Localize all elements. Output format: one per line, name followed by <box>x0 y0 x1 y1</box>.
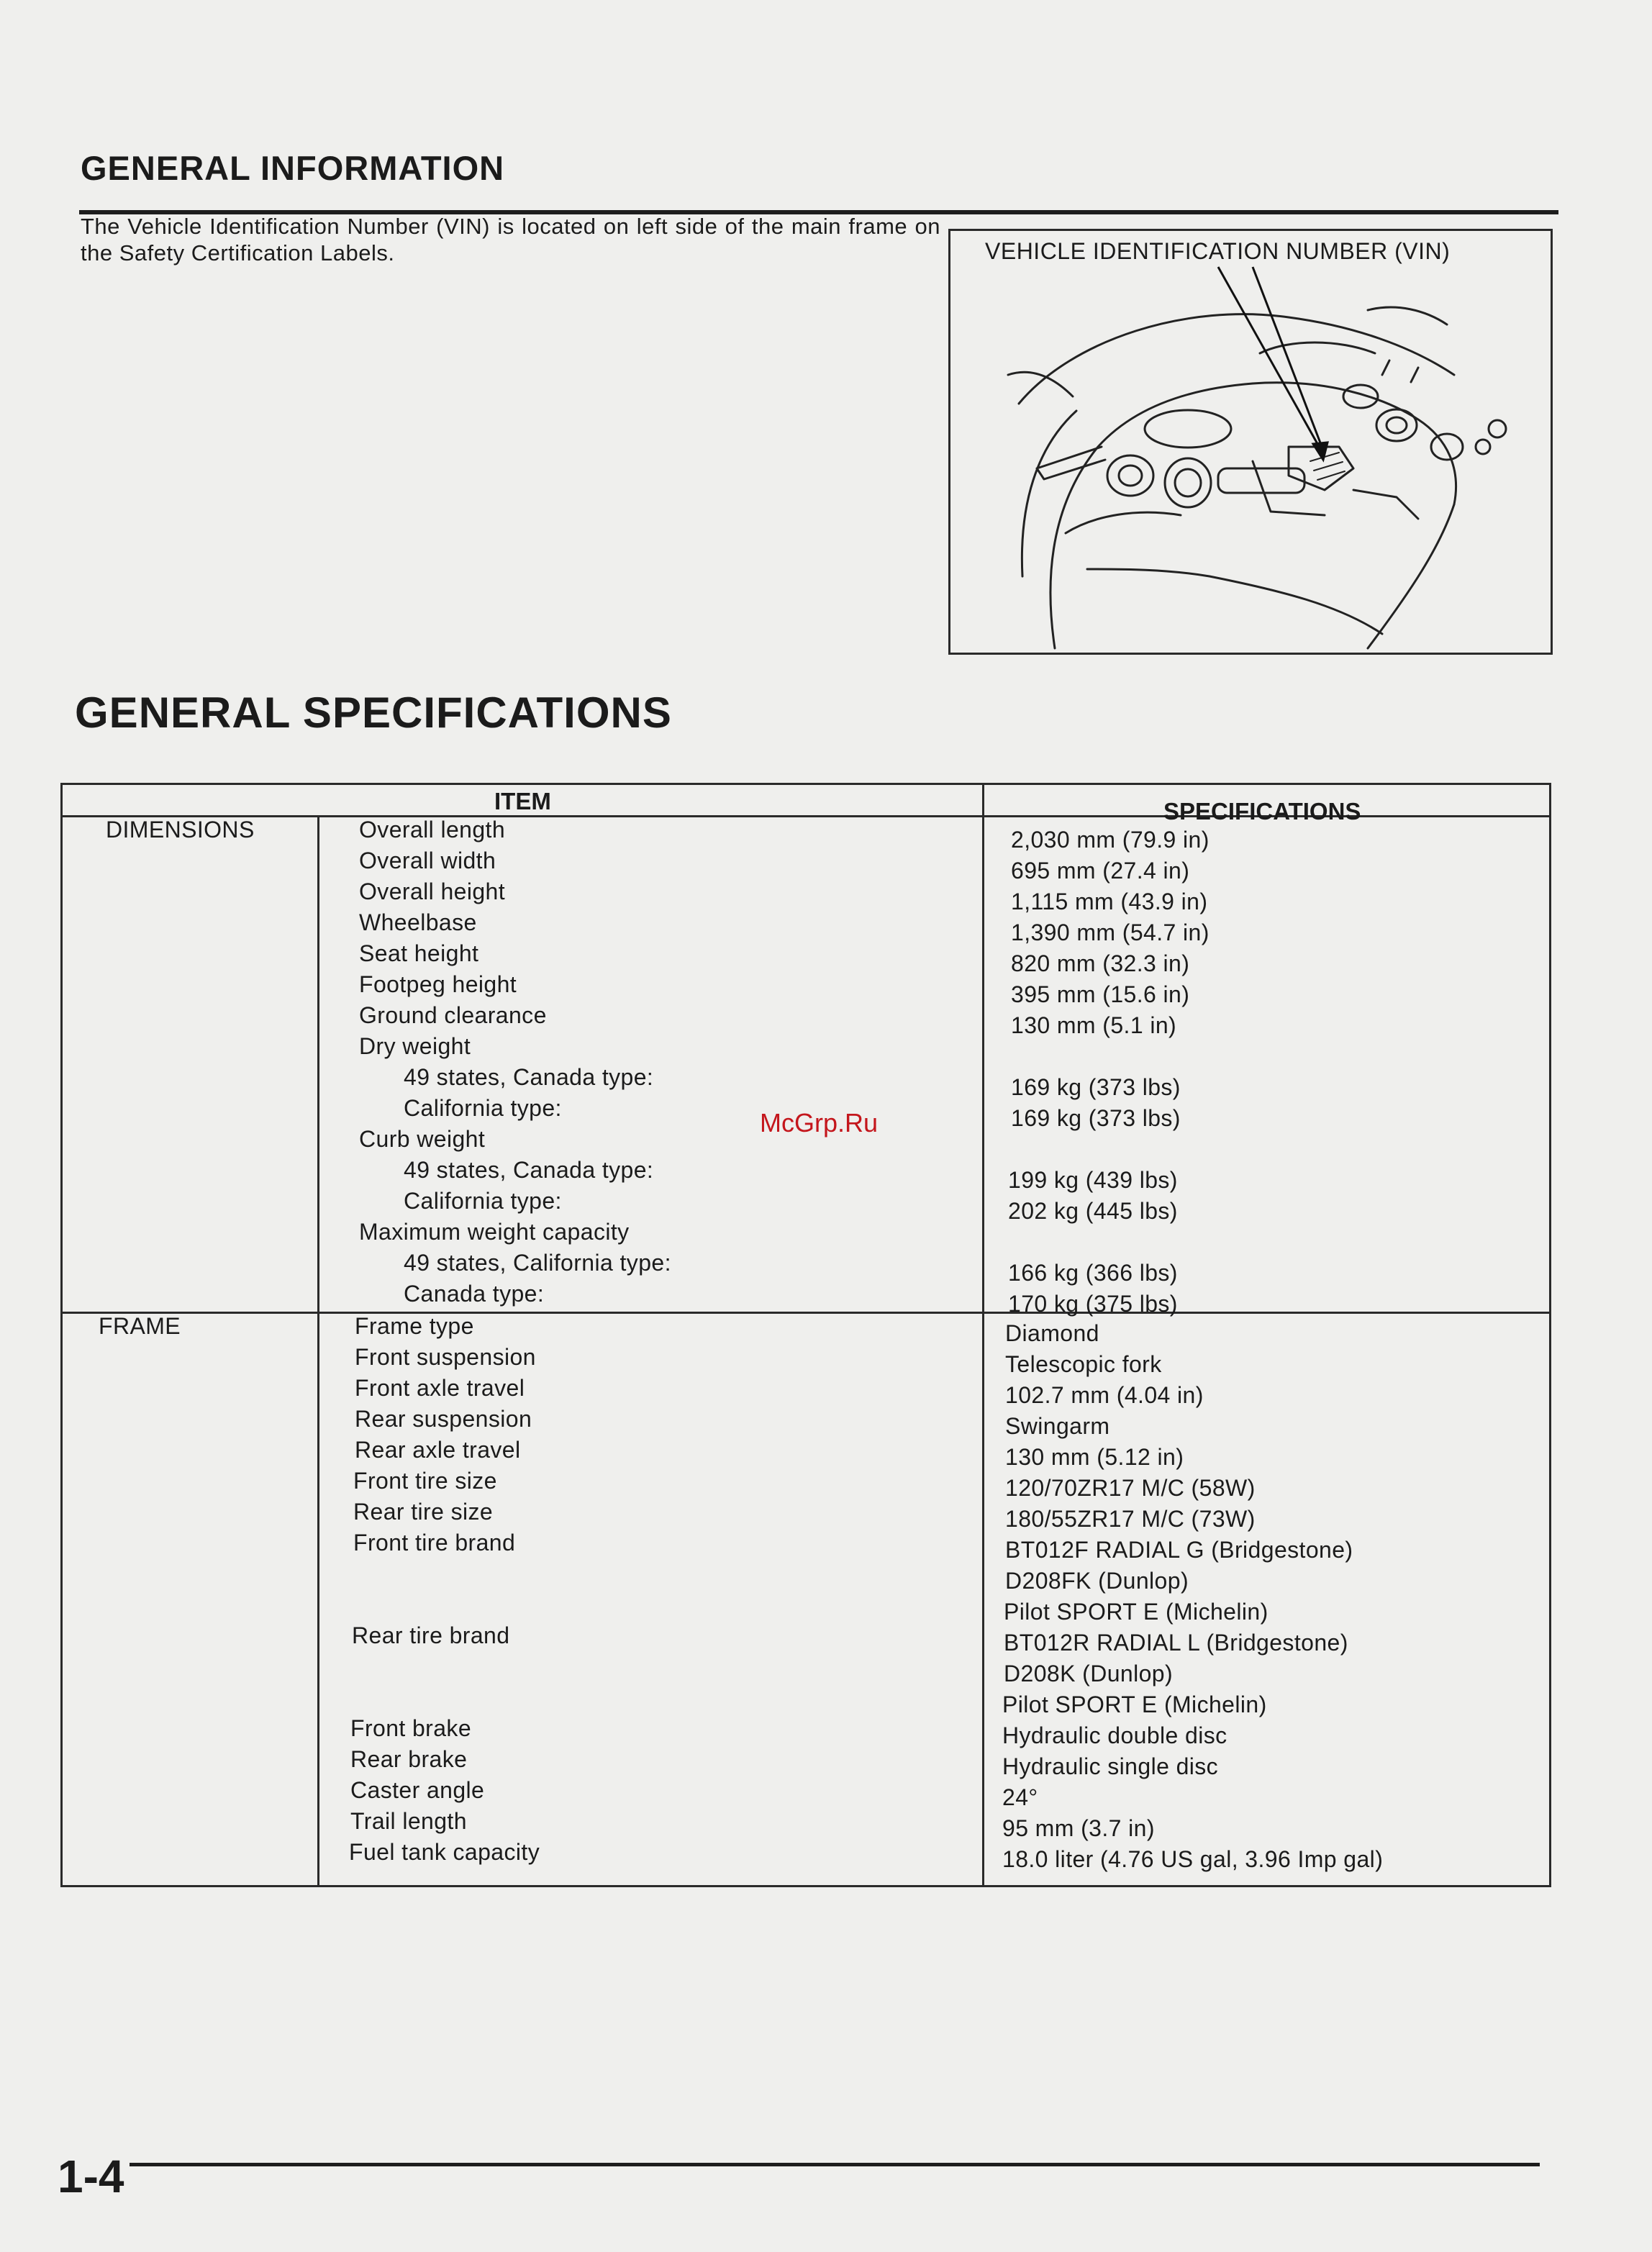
item-front-axle-travel: Front axle travel <box>355 1375 525 1401</box>
footer-rule <box>130 2163 1540 2166</box>
item-caster-angle: Caster angle <box>350 1777 485 1803</box>
item-front-tire-brand: Front tire brand <box>353 1530 516 1556</box>
item-dry-weight-california: California type: <box>404 1095 562 1121</box>
spec-overall-length: 2,030 mm (79.9 in) <box>1011 827 1210 853</box>
watermark: McGrp.Ru <box>760 1108 879 1138</box>
item-dry-weight: Dry weight <box>359 1033 471 1059</box>
spec-curb-weight-california: 202 kg (445 lbs) <box>1008 1198 1178 1224</box>
spec-rear-brake: Hydraulic single disc <box>1002 1753 1219 1779</box>
spec-front-brake: Hydraulic double disc <box>1002 1722 1227 1748</box>
item-fuel-tank-capacity: Fuel tank capacity <box>349 1839 540 1865</box>
spec-overall-width: 695 mm (27.4 in) <box>1011 858 1190 884</box>
vin-figure-label: VEHICLE IDENTIFICATION NUMBER (VIN) <box>985 238 1451 264</box>
item-curb-weight-california: California type: <box>404 1188 562 1214</box>
item-frame-type: Frame type <box>355 1313 474 1339</box>
item-rear-axle-travel: Rear axle travel <box>355 1437 521 1463</box>
item-rear-suspension: Rear suspension <box>355 1406 532 1432</box>
motorcycle-frame-illustration <box>950 231 1551 653</box>
group-divider <box>63 1312 1549 1314</box>
spec-rear-suspension: Swingarm <box>1005 1413 1110 1439</box>
item-max-weight-canada: Canada type: <box>404 1281 545 1307</box>
item-seat-height: Seat height <box>359 940 479 966</box>
page-number: 1-4 <box>58 2151 124 2202</box>
item-ground-clearance: Ground clearance <box>359 1002 547 1028</box>
spec-max-weight-49-states-california: 166 kg (366 lbs) <box>1008 1260 1178 1286</box>
column-divider <box>982 785 984 1887</box>
item-dry-weight-49-states-canada: 49 states, Canada type: <box>404 1064 654 1090</box>
spec-front-suspension: Telescopic fork <box>1005 1351 1162 1377</box>
spec-front-tire-brand-bridgestone: BT012F RADIAL G (Bridgestone) <box>1005 1537 1353 1563</box>
spec-rear-tire-size: 180/55ZR17 M/C (73W) <box>1005 1506 1256 1532</box>
spec-seat-height: 820 mm (32.3 in) <box>1011 950 1190 976</box>
section-heading-general-specifications: GENERAL SPECIFICATIONS <box>75 689 672 737</box>
item-overall-width: Overall width <box>359 848 496 873</box>
group-label-frame: FRAME <box>99 1313 181 1339</box>
item-footpeg-height: Footpeg height <box>359 971 517 997</box>
vin-location-text: The Vehicle Identification Number (VIN) is located on left side of the main frame on the Safety Certification Labels. <box>81 214 940 265</box>
spec-fuel-tank-capacity: 18.0 liter (4.76 US gal, 3.96 Imp gal) <box>1002 1846 1384 1872</box>
group-label-dimensions: DIMENSIONS <box>106 817 255 843</box>
spec-footpeg-height: 395 mm (15.6 in) <box>1011 981 1190 1007</box>
item-curb-weight-49-states-canada: 49 states, Canada type: <box>404 1157 654 1183</box>
column-header-specifications: SPECIFICATIONS <box>1163 798 1361 825</box>
specifications-table <box>60 783 1551 1887</box>
item-overall-length: Overall length <box>359 817 506 843</box>
section-heading-general-information: GENERAL INFORMATION <box>81 149 505 187</box>
item-overall-height: Overall height <box>359 878 506 904</box>
item-wheelbase: Wheelbase <box>359 909 477 935</box>
spec-curb-weight-49-states-canada: 199 kg (439 lbs) <box>1008 1167 1178 1193</box>
item-max-weight-49-states-california: 49 states, California type: <box>404 1250 671 1276</box>
spec-front-axle-travel: 102.7 mm (4.04 in) <box>1005 1382 1204 1408</box>
spec-rear-tire-brand-dunlop: D208K (Dunlop) <box>1004 1661 1174 1686</box>
spec-front-tire-size: 120/70ZR17 M/C (58W) <box>1005 1475 1256 1501</box>
spec-front-tire-brand-michelin: Pilot SPORT E (Michelin) <box>1004 1599 1268 1625</box>
item-rear-tire-size: Rear tire size <box>353 1499 494 1525</box>
column-header-item: ITEM <box>494 788 551 814</box>
spec-rear-axle-travel: 130 mm (5.12 in) <box>1005 1444 1184 1470</box>
item-front-suspension: Front suspension <box>355 1344 536 1370</box>
spec-max-weight-canada: 170 kg (375 lbs) <box>1008 1291 1178 1317</box>
spec-front-tire-brand-dunlop: D208FK (Dunlop) <box>1005 1568 1189 1594</box>
item-front-brake: Front brake <box>350 1715 472 1741</box>
item-rear-brake: Rear brake <box>350 1746 468 1772</box>
item-curb-weight: Curb weight <box>359 1126 486 1152</box>
spec-dry-weight-49-states-canada: 169 kg (373 lbs) <box>1011 1074 1181 1100</box>
spec-caster-angle: 24° <box>1002 1784 1038 1810</box>
item-trail-length: Trail length <box>350 1808 467 1834</box>
item-maximum-weight-capacity: Maximum weight capacity <box>359 1219 630 1245</box>
spec-rear-tire-brand-michelin: Pilot SPORT E (Michelin) <box>1002 1692 1267 1717</box>
item-rear-tire-brand: Rear tire brand <box>352 1622 510 1648</box>
item-front-tire-size: Front tire size <box>353 1468 497 1494</box>
spec-wheelbase: 1,390 mm (54.7 in) <box>1011 920 1210 945</box>
vin-figure <box>948 229 1553 655</box>
spec-frame-type: Diamond <box>1005 1320 1099 1346</box>
column-divider <box>317 815 319 1887</box>
spec-dry-weight-california: 169 kg (373 lbs) <box>1011 1105 1181 1131</box>
spec-rear-tire-brand-bridgestone: BT012R RADIAL L (Bridgestone) <box>1004 1630 1348 1656</box>
spec-trail-length: 95 mm (3.7 in) <box>1002 1815 1155 1841</box>
spec-ground-clearance: 130 mm (5.1 in) <box>1011 1012 1177 1038</box>
spec-overall-height: 1,115 mm (43.9 in) <box>1011 889 1208 914</box>
